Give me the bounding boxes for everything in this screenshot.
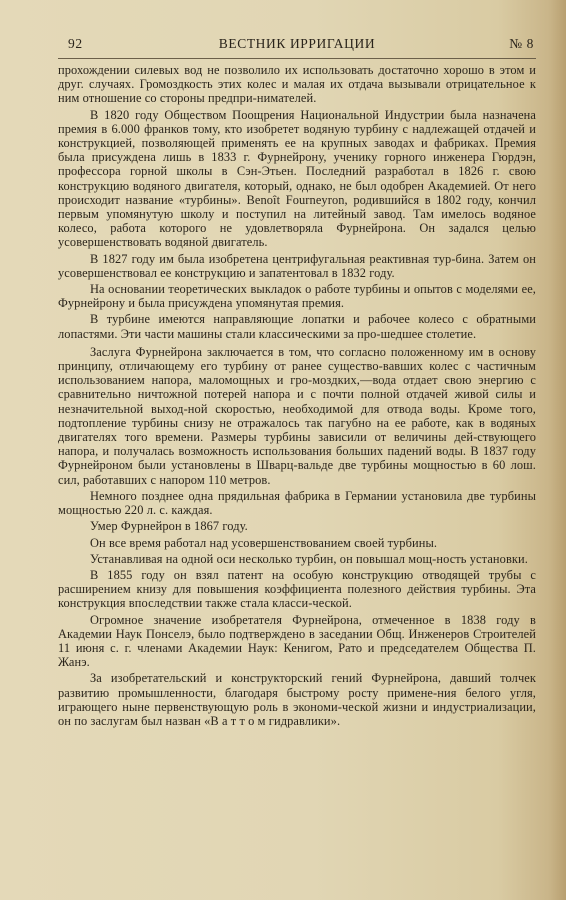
paragraph: На основании теоретических выкладок о работе турбины и опытов с моделями ее, Фурнейрону и была присуждена упомянутая премия. [58,282,536,311]
paragraph: В турбине имеются направляющие лопатки и рабочее колесо с обратными лопастями. Эти части машины стали классическими за про-шедшее столетие. [58,312,536,341]
paragraph: Заслуга Фурнейрона заключается в том, что согласно положенному им в основу принципу, отличающему его турбину от ранее существо-вавших колес с частичным использованием напора, маломощных и гро-моздких,—вода отдает свою энергию с сравнительно ничтожной потерей напора и с почти полной отдачей живой силы и незначительной выход-ной скоростью, необходимой для отвода воды. Кроме того, подтопление турбины снизу не отражалось так пагубно на ее работе, как в водяных двигателях того времени. Размеры турбины зависили от величины дей-ствующего напора, и получалась возможность использования больших падений воды. В 1837 году Фурнейроном были установлены в Шварц-вальде две турбины мощностью в 60 лош. сил, работавших с напором 110 метров. [58,344,536,487]
paragraph: За изобретательский и конструкторский гений Фурнейрона, давший толчек развитию промышленности, благодаря быстрому росту примене-ния белого угля, играющего ныне первенствующую роль в экономи-ческой жизни и индустриализации, он по заслугам был назван «В а т т о м гидравлики». [58,671,536,728]
page-header [58,36,536,59]
paragraph: Устанавливая на одной оси несколько турбин, он повышал мощ-ность установки. [90,551,528,566]
page-number: 92 [68,36,83,51]
paragraph: Умер Фурнейрон в 1867 году. [90,519,248,534]
paragraph: Огромное значение изобретателя Фурнейрона, отмеченное в 1838 году в Академии Наук Понселэ, было подтверждено в заседании Общ. Инженеров Строителей 11 июня с. г. членами Академии Наук: Кенигом, Рато и председателем Общества П. Жанэ. [58,612,536,670]
paragraph: В 1827 году им была изобретена центрифугальная реактивная тур-бина. Затем он усовершенствовал ее конструкцию и запатентовал в 1832 году. [58,251,536,280]
article-body [58,63,536,728]
issue-number: № 8 [509,36,534,51]
journal-title: ВЕСТНИК ИРРИГАЦИИ [218,36,376,51]
paragraph: Он все время работал над усовершенствованием своей турбины. [90,535,438,550]
paragraph: В 1820 году Обществом Поощрения Национальной Индустрии была назначена премия в 6.000 франков тому, кто изобретет водяную турбину с надлежащей отдачей и конструкцией, позволяющей применять ее на крупных заводах и фабриках. Премия была присуждена лишь в 1833 г. Фурнейрону, ученику горного инженера Гюрдэн, профессора горной школы в Сэн-Этьен. Последний разработал в 1826 г. свою конструкцию водяного двигателя, который, однако, не был одобрен Академией. От него происходит название «турбины». Benoît Fourneyron, родившийся в 1802 году, кончил первым упомянутую школу и поступил на литейный завод. Там имелось водяное колесо, работа которого не удовлетворяла Фурнейрона. Он задался целью усовершенствовать водяной двигатель. [58,107,536,250]
paragraph: прохождении силевых вод не позволило их использовать достаточно хорошо в этом и друг. случаях. Громоздкость этих колес и малая их отдача вызывали отрицательное к ним отношение со стороны предпри-нимателей. [58,63,536,106]
paragraph: В 1855 году он взял патент на особую конструкцию отводящей трубы с расширением книзу для повышения коэффициента полезного действия турбины. Эта конструкция впоследствии также стала класси-ческой. [58,567,536,611]
paragraph: Немного позднее одна прядильная фабрика в Германии установила две турбины мощностью 220 л. с. каждая. [58,488,536,518]
